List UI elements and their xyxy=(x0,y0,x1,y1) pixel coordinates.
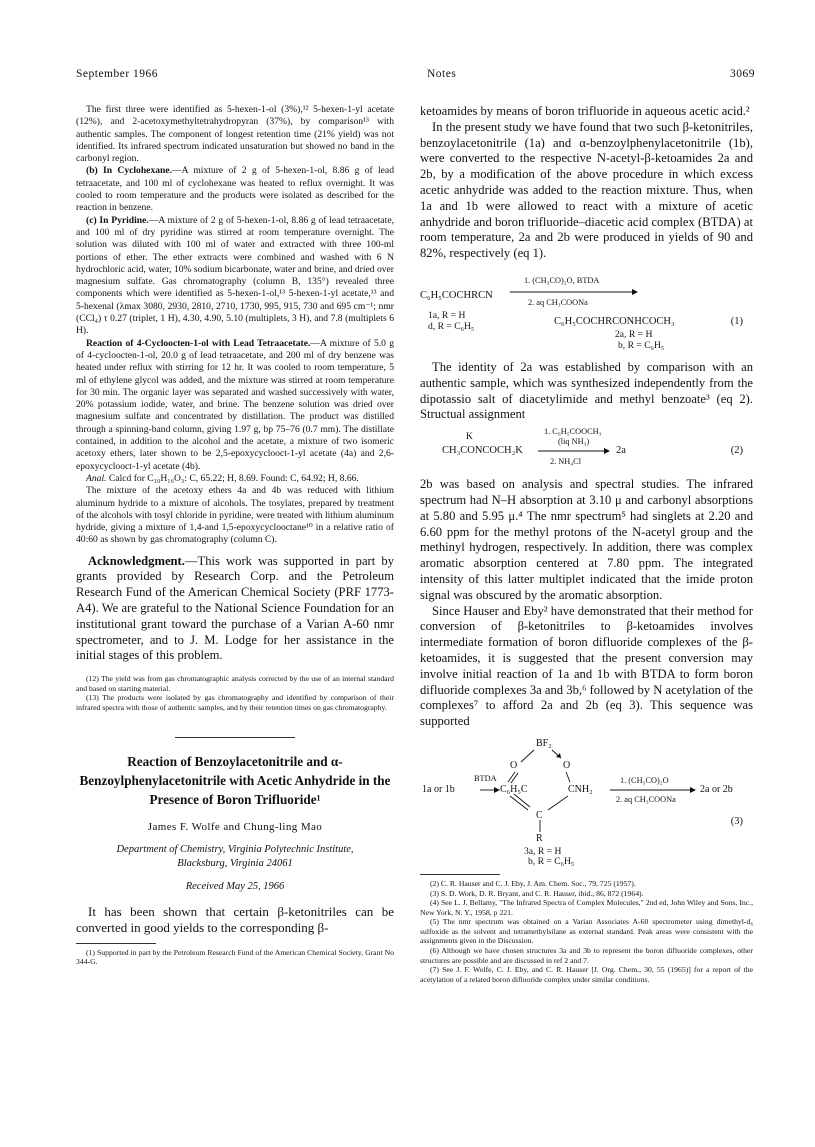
equation-number: (2) xyxy=(730,445,743,457)
eq3-compound-label: b, R = C₆H₅ xyxy=(528,855,575,867)
footnote: (3) S. D. Work, D. R. Bryant, and C. R. Hauser, ibid., 86, 872 (1964). xyxy=(430,888,644,898)
paragraph-text: Calcd for C₁₀H₁₆O₃: C, 65.22; H, 8.69. Found: C, 64.92; H, 8.66. xyxy=(106,472,359,484)
paragraph: 2b was based on analysis and spectral studies. The infrared spectrum had N–H absorption at 3.10 μ and carbonyl absorptions at 5.80 and 5.95 μ.⁴ The nmr spectrum⁵ had singlets at 2.20 and 6.60 ppm for the methyl protons of the N-acetyl group and the methinyl hydrogen, respectively. In addition, there was complex aromatic absorption centered at 7.80 ppm. The integrated intensity of this latter multiplet indicated that the imide proton signal was obscured by the aromatic absorption. xyxy=(420,477,753,602)
paragraph: The identity of 2a was established by comparison with an authentic sample, which was synthesized independently from the dipotassio salt of diacetylimide and methyl benzoate³ (eq 2). Structual assignment xyxy=(420,359,753,422)
eq2-potassium: K xyxy=(466,431,473,443)
eq3-start: 1a or 1b xyxy=(422,783,455,795)
equation-number: (1) xyxy=(730,315,743,327)
paragraph: The mixture of the acetoxy ethers 4a and 4b was reduced with lithium aluminum hydride to a mixture of alcohols. The tosylates, prepared by treatment of the alcohols with tosyl chloride in pyridine, were treated with lithium aluminum hydride, giving a mixture of 1,4-and 1,5-epoxycyclooctane¹⁰ in a relative ratio of 40:60 as shown by gas chromatography (column C). xyxy=(76,485,394,546)
footnote: (1) Supported in part by the Petroleum Research Fund of the American Chemical Society, Grant No 344-G. xyxy=(76,947,394,967)
paragraph-text: —A mixture of 2 g of 5-hexen-1-ol, 8.86 g of lead tetraacetate, and 100 ml of cyclohexane was heated to reflux overnight. It was cooled to room temperature and the products were isolated as described for the reaction in benzene. xyxy=(76,165,394,214)
paragraph: The first three were identified as 5-hexen-1-ol (3%),¹² 5-hexen-1-yl acetate (12%), and 2-acetoxymethyltetrahydropyran (37%), by comparison¹³ with authentic samples. The component of longest retention time (21% yield) was not identified. Its infrared spectrum indicated unsaturation but showed no band in the carbonyl region. xyxy=(76,104,394,165)
footnote-divider xyxy=(420,874,500,875)
equation-number: (3) xyxy=(730,815,743,827)
eq1-reagent-above: 1. (CH₃CO)₂O, BTDA xyxy=(524,275,600,285)
footnote: (12) The yield was from gas chromatographic analysis corrected by the use of an internal standard and based on starting material. xyxy=(76,674,394,693)
affiliation-line: Department of Chemistry, Virginia Polytechnic Institute, xyxy=(116,843,354,855)
eq3-reagent-above: 1. (CH₃CO)₂O xyxy=(620,775,669,785)
paragraph xyxy=(76,338,394,473)
left-column xyxy=(76,104,394,967)
footnote-divider xyxy=(76,943,156,944)
eq1-compound-label: 1a, R = H xyxy=(428,309,466,321)
eq3-product: 2a or 2b xyxy=(700,783,733,795)
eq2-reagent-above: 1. C₆H₅COOCH₃ xyxy=(544,427,602,437)
paragraph-text: —A mixture of 5.0 g of 4-cycloocten-1-ol, 20.0 g of lead tetraacetate, and 200 ml of dry benzene was heated under reflux with stirring for 12 hr. It was cooled to room temperature, 5 ml of ethylene glycol was added, and the mixture was stirred at room temperature for 30 min. The organic layer was separated and washed successively with water, 20% potassium iodide, water, and brine. The benzene solution was dried over magnesium sulfate and concentrated by distillation. The product was distilled through a spinning-band column, giving 1.97 g, bp 75–76 (0.7 mm). The distillate contained, in addition to the alcohol and the acetate, a mixture of two isomeric acetoxy ethers, later shown to be 2,5-epoxycyclooct-1-yl acetate (4a) and 2,6-epoxycyclooct-1-yl acetate (4b). xyxy=(76,337,394,472)
eq1-reagent-below: 2. aq CH₃COONa xyxy=(528,297,588,307)
body-text xyxy=(420,477,753,730)
experimental-section xyxy=(76,104,394,547)
eq3-central-carbon: C xyxy=(536,809,543,821)
eq1-compound-label: d, R = C₆H₅ xyxy=(428,320,475,332)
eq3-reagent-below: 2. aq CH₃COONa xyxy=(616,794,676,804)
paragraph: ketoamides by means of boron trifluoride in aqueous acetic acid.² xyxy=(420,104,750,118)
subheading: Acknowledgment. xyxy=(88,553,185,568)
received-date: Received May 25, 1966 xyxy=(185,880,285,892)
eq3-right-group: CNH₂ xyxy=(568,783,593,795)
footnote: (6) Although we have chosen structures 3a and 3b to represent the boron difluoride complexes, other structures are possible and are discussed in ref 2 and 7. xyxy=(420,946,753,965)
paragraph xyxy=(76,554,394,665)
eq2-reagent-above: (liq NH₃) xyxy=(558,437,590,447)
paragraph xyxy=(76,215,394,338)
eq3-reagent: BTDA xyxy=(474,773,497,783)
subheading: Reaction of 4-Cycloocten-1-ol with Lead Tetraacetate. xyxy=(86,337,311,349)
reaction-arrow xyxy=(538,447,610,455)
paragraph: Since Hauser and Eby² have demonstrated that their method for conversion of β-ketonitriles to β-ketoamides involves intermediate formation of boron difluoride complexes of the β-ketoamides, it is suggested that the present conversion may involve initial reaction of 1a and 1b with BTDA to form boron difluoride complexes 3a and 3b,⁶ followed by N acetylation of the complexes⁷ to afford 2a and 2b (eq 3). This sequence was supported xyxy=(420,603,753,729)
reaction-arrow xyxy=(510,288,638,296)
eq2-reactant: CH₃CONCOCH₂K xyxy=(442,445,523,457)
analysis-label: Anal. xyxy=(86,472,107,484)
subheading: (b) In Cyclohexane. xyxy=(86,165,173,177)
subheading: (c) In Pyridine. xyxy=(86,214,149,226)
eq3-oxygen-right: O xyxy=(563,759,571,771)
equation-3 xyxy=(420,736,753,867)
affiliation xyxy=(76,843,394,871)
footnotes xyxy=(420,879,753,985)
boron-complex-structure xyxy=(420,736,753,862)
authors: James F. Wolfe and Chung-ling Mao xyxy=(147,820,323,833)
equation-1 xyxy=(420,276,753,354)
eq3-compound-label: 3a, R = H xyxy=(524,845,562,857)
footnote: (2) C. R. Hauser and C. J. Eby, J. Am. Chem. Soc., 79, 725 (1957). xyxy=(430,878,636,888)
paragraph xyxy=(76,165,394,214)
running-header-section: Notes xyxy=(427,68,457,80)
affiliation-line: Blacksburg, Virginia 24061 xyxy=(177,857,293,869)
article-title: Reaction of Benzoylacetonitrile and α-Benzoylphenylacetonitrile with Acetic Anhydride in the Presence of Boron Trifluoride¹ xyxy=(79,753,391,807)
footnotes xyxy=(76,948,394,967)
equation-2 xyxy=(420,427,753,467)
eq1-product-label: 2a, R = H xyxy=(615,328,653,340)
eq1-reactant: C₆H₅COCHRCN xyxy=(420,289,493,301)
eq3-r-group: R xyxy=(536,832,543,844)
body-text xyxy=(420,104,753,262)
right-column xyxy=(420,104,753,984)
eq2-product: 2a xyxy=(616,445,626,457)
footnote: (4) See L. J. Bellamy, "The Infrared Spectra of Complex Molecules," 2nd ed, John Wiley and Sons, Inc., New York, N. Y., 1958, p 221. xyxy=(420,898,753,917)
body-text xyxy=(420,360,753,423)
running-header-date: September 1966 xyxy=(76,68,159,80)
eq1-product-label: b, R = C₆H₅ xyxy=(618,339,665,351)
paragraph: In the present study we have found that two such β-ketonitriles, benzoylacetonitrile (1a) and α-benzoylphenylacetonitrile (1b), were converted to the respective N-acetyl-β-ketoamides 2a and 2b, by a modification of the above procedure in which excess acetic anhydride was added to the reaction mixture. Thus, when 1a and 1b were allowed to react with a mixture of acetic anhydride and boron trifluoride–diacetic acid complex (BTDA) at room temperature, 2a and 2b were produced in yields of 90 and 82%, respectively (eq 1). xyxy=(420,119,753,261)
eq3-boron-group: BF₂ xyxy=(536,737,552,749)
eq2-reagent-below: 2. NH₄Cl xyxy=(550,457,582,467)
paragraph: It has been shown that certain β-ketonitriles can be converted in good yields to the corresponding β- xyxy=(76,903,394,936)
eq3-oxygen-left: O xyxy=(510,759,518,771)
paragraph-text: —This work was supported in part by grants provided by Research Corp. and the Petroleum Research Fund of the American Chemical Society (PRF 1773-A4). We are grateful to the National Science Foundation for an institutional grant toward the purchase of a Varian A-60 nmr spectrometer, and to J. M. Lodge for her assistance in the initial stages of this problem. xyxy=(76,553,394,663)
eq1-product: C₆H₅COCHRCONHCOCH₃ xyxy=(554,315,675,327)
footnote: (7) See J. F. Wolfe, C. J. Eby, and C. R. Hauser [J. Org. Chem., 30, 55 (1965)] for a report of the acetylation of a related boron difluoride complex under similar conditions. xyxy=(420,965,753,984)
footnote: (13) The products were isolated by gas chromatography and identified by comparison of their infrared spectra with those of authentic samples, and by their retention times on gas chromatography. xyxy=(76,693,394,713)
footnote: (5) The nmr spectrum was obtained on a Varian Associates A-60 spectrometer using dimethyl-d₆ sulfoxide as the solvent and tetramethylsilane as external standard. Peak areas were consistent with the assignments given in the Discussion. xyxy=(420,917,753,946)
paragraph xyxy=(76,473,394,485)
introduction xyxy=(76,904,394,937)
paragraph-text: —A mixture of 2 g of 5-hexen-1-ol, 8.86 g of lead tetraacetate, and 100 ml of dry pyridine was stirred at room temperature overnight. The solution was diluted with 100 ml of water and extracted with three 100-ml portions of ether. The ether extracts were combined and washed with 6 N hydrochloric acid, water, 10% sodium bicarbonate, water and brine, and dried over magnesium sulfate. Gas chromatography (column B, 135°) revealed three components which were identified as 5-hexen-1-ol,¹³ 5-hexen-1-yl acetate,¹³ and 5-hexenal (λmax 3080, 2930, 2810, 2710, 1730, 995, 915, 730 and 695 cm⁻¹; nmr (CCl₄) τ 0.27 (triplet, 1 H), 4.30, 4.90, 5.10 (multiplets, 3 H), and 7.8 (multiplets 6 H). xyxy=(76,214,395,337)
page-number: 3069 xyxy=(730,68,755,80)
acknowledgment xyxy=(76,554,394,665)
eq3-left-group: C₆H₅C xyxy=(500,783,528,795)
footnotes xyxy=(76,674,394,712)
divider xyxy=(175,737,295,738)
